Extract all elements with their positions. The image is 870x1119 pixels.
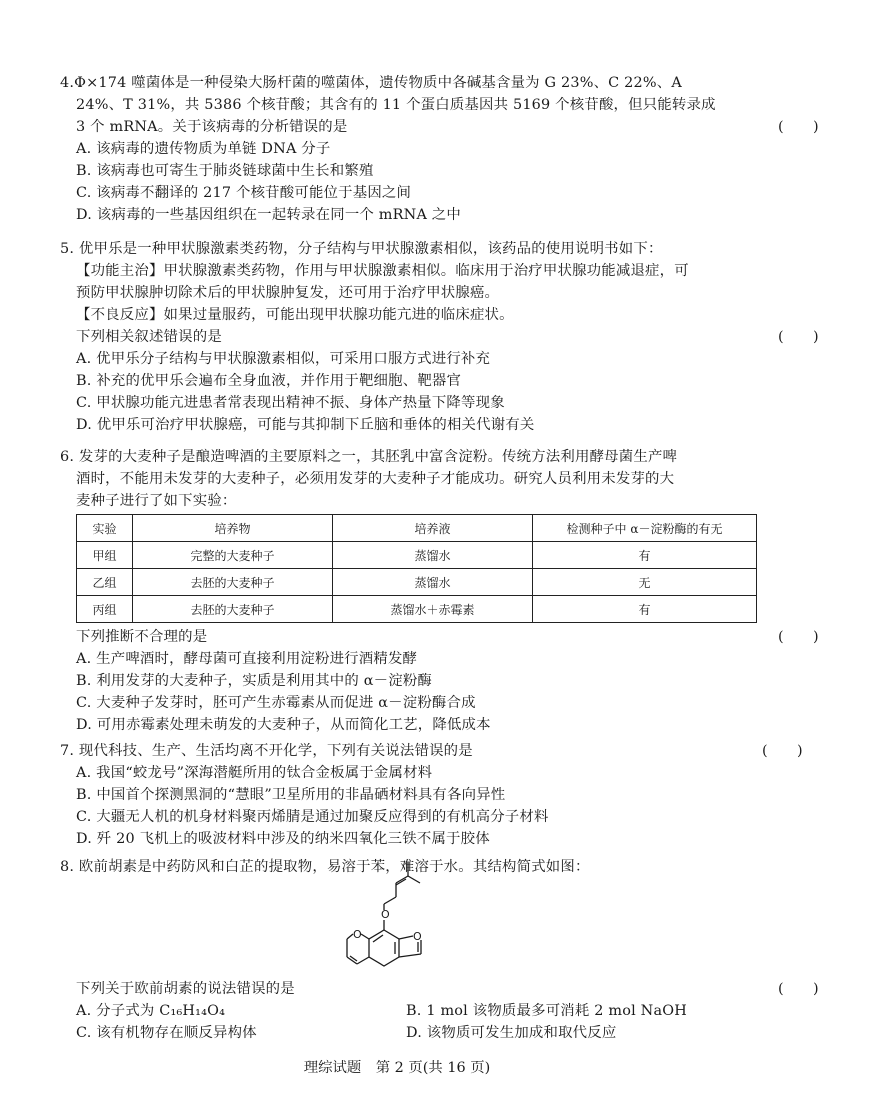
experiment-table: [76, 514, 757, 623]
q6-stem-line-3: 麦种子进行了如下实验：: [76, 493, 237, 509]
bond: [357, 957, 369, 964]
q7-stem-text: 7. 现代科技、生产、生活均离不开化学，下列有关说法错误的是: [60, 743, 473, 759]
q5-option-d: D. 优甲乐可治疗甲状腺癌，可能与其抑制下丘脑和垂体的相关代谢有关: [76, 417, 535, 433]
q5-stem-line-3: 预防甲状腺肿切除术后的甲状腺肿复发，还可用于治疗甲状腺癌。: [76, 285, 500, 301]
q5-option-a: A. 优甲乐分子结构与甲状腺激素相似，可采用口服方式进行补充: [76, 351, 491, 367]
q7-option-b: B. 中国首个探测黑洞的“慧眼”卫星所用的非晶硒材料具有各向异性: [76, 787, 506, 803]
question-8-continued: [0, 978, 819, 1044]
question-5: [0, 238, 819, 436]
q5-stem-line-5: [76, 326, 870, 348]
q6-stem-line-2: 酒时，不能用未发芽的大麦种子，必须用发芽的大麦种子才能成功。研究人员利用未发芽的大: [76, 471, 675, 487]
table-cell: 去胚的大麦种子: [133, 569, 333, 596]
page-footer: 理综试题 第 2 页(共 16 页): [303, 1060, 491, 1076]
q8-option-row-2: [76, 1022, 870, 1044]
table-cell: 甲组: [77, 542, 133, 569]
ether-oxygen-label: O: [381, 908, 390, 921]
bond: [408, 876, 420, 883]
q8-option-b: B. 1 mol 该物质最多可消耗 2 mol NaOH: [406, 1003, 687, 1019]
table-cell: 有: [533, 542, 757, 569]
q6-stem-text: 下列推断不合理的是: [76, 629, 208, 645]
bond: [399, 954, 421, 957]
q6-option-b: B. 利用发芽的大麦种子，实质是利用其中的 α－淀粉酶: [76, 673, 433, 689]
q8-option-row-1: [76, 1000, 870, 1022]
q7-answer-paren: ( ): [762, 743, 803, 759]
question-4: [0, 72, 819, 226]
table-cell: 乙组: [77, 569, 133, 596]
q4-answer-paren: ( ): [778, 119, 819, 135]
table-row: [77, 542, 757, 569]
bond: [399, 936, 413, 939]
table-row: [77, 569, 757, 596]
q8-question-line: [76, 978, 870, 1000]
q8-option-a: A. 分子式为 C₁₆H₁₄O₄: [76, 1003, 226, 1019]
q6-stem-line-1: 6. 发芽的大麦种子是酿造啤酒的主要原料之一，其胚乳中富含淀粉。传统方法利用酵母菌生产啤: [60, 449, 678, 465]
q5-option-b: B. 补充的优甲乐会遍布全身血液，并作用于靶细胞、靶器官: [76, 373, 462, 389]
q5-stem-line-1: 5. 优甲乐是一种甲状腺激素类药物，分子结构与甲状腺激素相似，该药品的使用说明书如下：: [60, 241, 663, 257]
table-cell: 无: [533, 569, 757, 596]
question-7: [0, 740, 803, 850]
q5-option-c: C. 甲状腺功能亢进患者常表现出精神不振、身体产热量下降等现象: [76, 395, 505, 411]
q8-stem-line-1: 8. 欧前胡素是中药防风和白芷的提取物，易溶于苯，难溶于水。其结构简式如图：: [60, 859, 590, 875]
q7-option-d: D. 歼 20 飞机上的吸波材料中涉及的纳米四氧化三铁不属于胶体: [76, 831, 490, 847]
q4-stem-line-2: 24%、T 31%，共 5386 个核苷酸；其含有的 11 个蛋白质基因共 5169 个核苷酸，但只能转录成: [76, 97, 716, 113]
q7-option-a: A. 我国“蛟龙号”深海潜艇所用的钛合金板属于金属材料: [76, 765, 433, 781]
q8-option-c: C. 该有机物存在顺反异构体: [76, 1025, 257, 1041]
table-header-row: [77, 515, 757, 542]
q4-option-b: B. 该病毒也可寄生于肺炎链球菌中生长和繁殖: [76, 163, 374, 179]
q8-answer-paren: ( ): [778, 981, 819, 997]
table-cell: 丙组: [77, 596, 133, 623]
ring-oxygen-label: O: [353, 928, 362, 941]
q6-answer-paren: ( ): [778, 629, 819, 645]
furan-oxygen-label: O: [413, 930, 422, 943]
q4-option-d: D. 该病毒的一些基因组织在一起转录在同一个 mRNA 之中: [76, 207, 461, 223]
q6-option-d: D. 可用赤霉素处理未萌发的大麦种子，从而简化工艺，降低成本: [76, 717, 491, 733]
q4-stem-line-1: 4.Φ×174 噬菌体是一种侵染大肠杆菌的噬菌体，遗传物质中各碱基含量为 G 23%、C 22%、A: [60, 75, 682, 91]
bond: [384, 897, 396, 904]
q4-option-c: C. 该病毒不翻译的 217 个核苷酸可能位于基因之间: [76, 185, 412, 201]
bond: [361, 934, 369, 939]
q6-question-line: [76, 626, 870, 648]
table-cell: 完整的大麦种子: [133, 542, 333, 569]
table-cell: 有: [533, 596, 757, 623]
table-cell: 蒸馏水＋赤霉素: [333, 596, 533, 623]
table-cell: 蒸馏水: [333, 569, 533, 596]
table-header-cell: 检测种子中 α－淀粉酶的有无: [533, 515, 757, 542]
q5-stem-text: 下列相关叙述错误的是: [76, 329, 222, 345]
table-header-cell: 培养物: [133, 515, 333, 542]
table-cell: 蒸馏水: [333, 542, 533, 569]
q8-stem-text: 下列关于欧前胡素的说法错误的是: [76, 981, 295, 997]
q6-option-a: A. 生产啤酒时，酵母菌可直接利用淀粉进行酒精发酵: [76, 651, 418, 667]
table-header-cell: 实验: [77, 515, 133, 542]
q8-option-d: D. 该物质可发生加成和取代反应: [406, 1025, 617, 1041]
question-6-continued: [0, 626, 819, 736]
q4-stem-line-3: [76, 116, 870, 138]
q4-option-a: A. 该病毒的遗传物质为单链 DNA 分子: [76, 141, 331, 157]
q4-stem-text: 3 个 mRNA。关于该病毒的分析错误的是: [76, 119, 348, 135]
q6-option-c: C. 大麦种子发芽时，胚可产生赤霉素从而促进 α－淀粉酶合成: [76, 695, 476, 711]
question-6: [0, 446, 794, 512]
q5-stem-line-4: 【不良反应】如果过量服药，可能出现甲状腺功能亢进的临床症状。: [76, 307, 514, 323]
table-cell: 去胚的大麦种子: [133, 596, 333, 623]
table-header-cell: 培养液: [333, 515, 533, 542]
q7-option-c: C. 大疆无人机的机身材料聚丙烯腈是通过加聚反应得到的有机高分子材料: [76, 809, 549, 825]
imperatorin-structure: [345, 858, 465, 976]
q5-stem-line-2: 【功能主治】甲状腺激素类药物，作用与甲状腺激素相似。临床用于治疗甲状腺功能减退症，可: [76, 263, 689, 279]
q7-stem-line-1: [60, 740, 854, 762]
q5-answer-paren: ( ): [778, 329, 819, 345]
table-row: [77, 596, 757, 623]
